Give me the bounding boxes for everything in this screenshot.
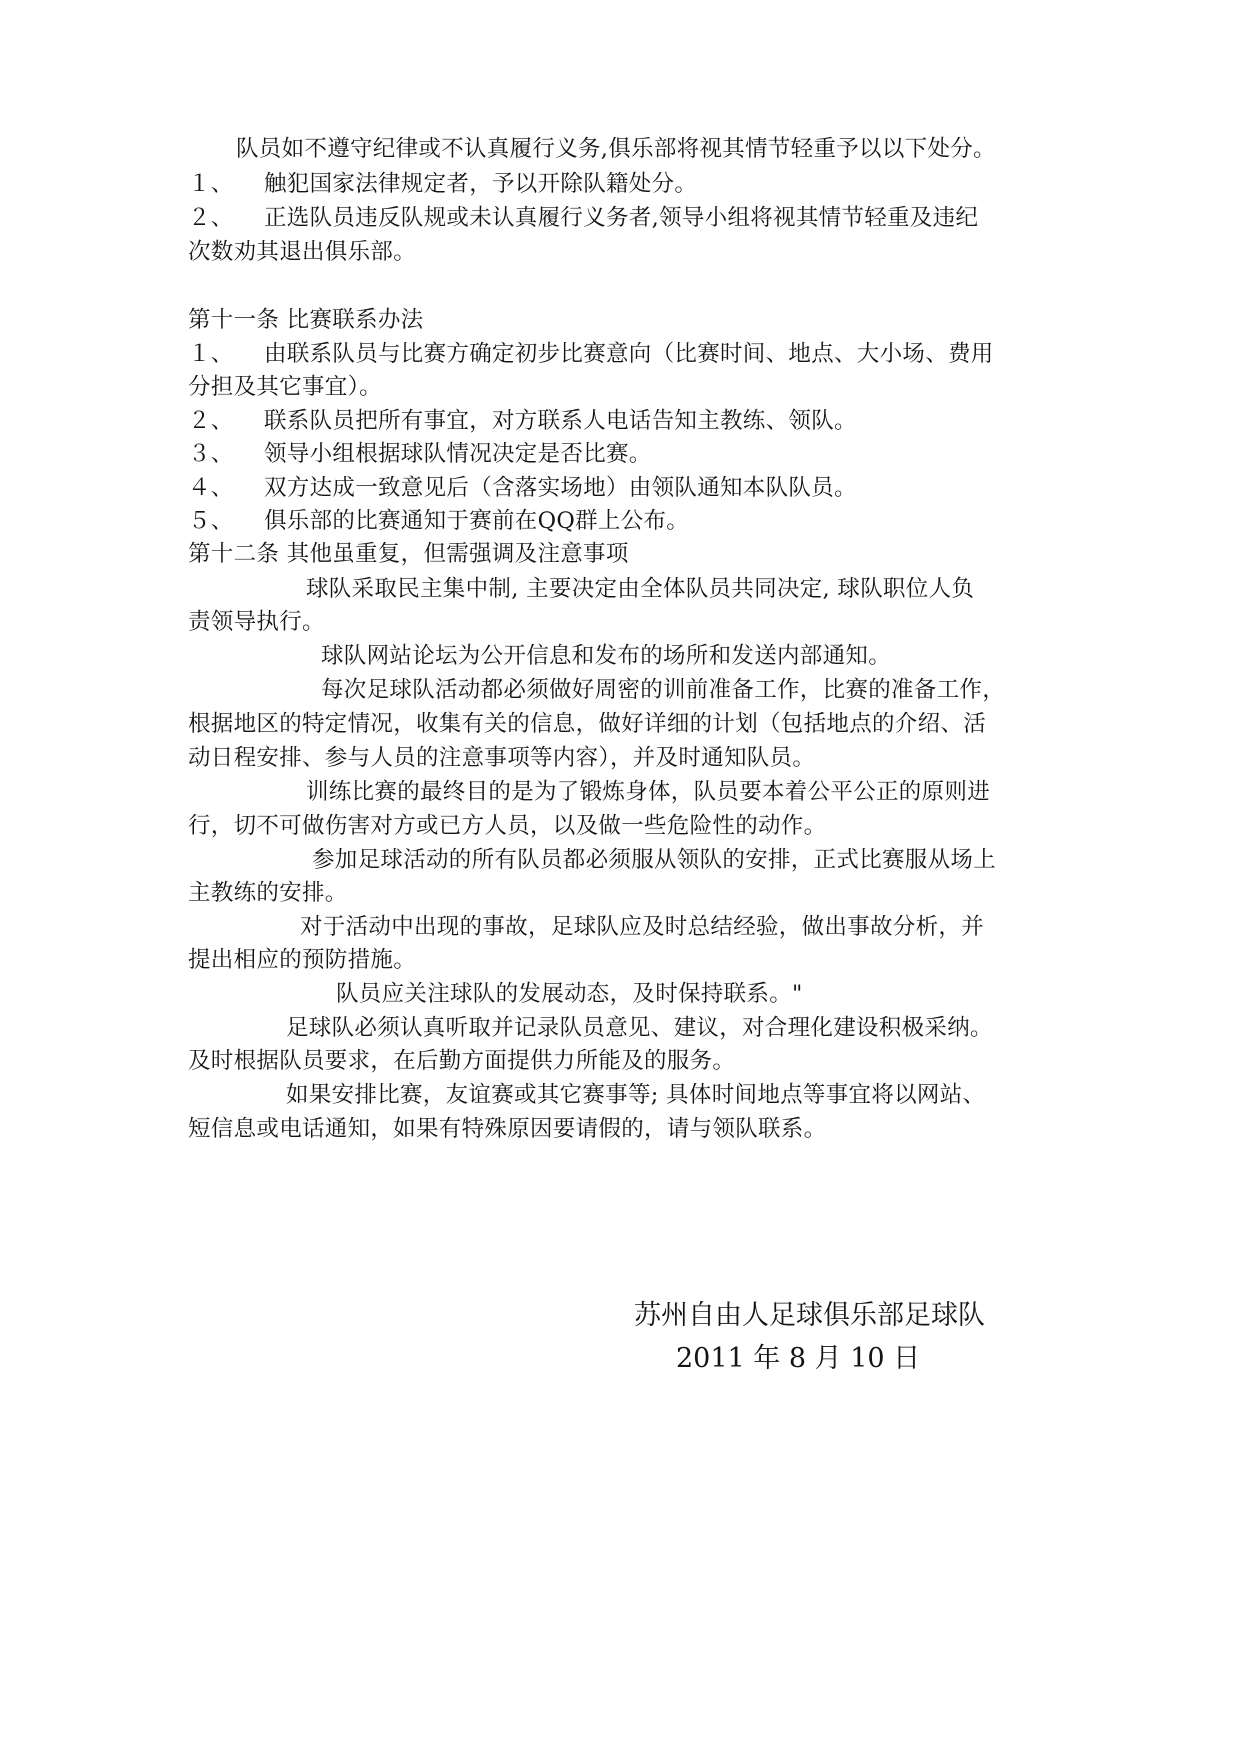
discipline-intro: 队员如不遵守纪律或不认真履行义务,俱乐部将视其情节轻重予以以下处分。: [236, 136, 996, 162]
discipline-item-2: [188, 201, 978, 235]
article-12-line: 球队采取民主集中制, 主要决定由全体队员共同决定, 球队职位人负: [306, 576, 975, 602]
article-12-line: 责领导执行。: [188, 609, 325, 635]
article-12-line: 提出相应的预防措施。: [188, 947, 417, 973]
article-12-line: 每次足球队活动都必须做好周密的训前准备工作，比赛的准备工作，: [321, 677, 1006, 703]
article-12-heading: 第十二条 其他虽重复，但需强调及注意事项: [188, 541, 629, 567]
item-text: 俱乐部的比赛通知于赛前在QQ群上公布。: [264, 508, 690, 534]
article-12-line: 行，切不可做伤害对方或已方人员，以及做一些危险性的动作。: [188, 813, 827, 839]
article-12-line: 参加足球活动的所有队员都必须服从领队的安排，正式比赛服从场上: [312, 847, 997, 873]
article-12-line: 及时根据队员要求，在后勤方面提供力所能及的服务。: [188, 1048, 736, 1074]
article-11-item-1-continued: 分担及其它事宜）。: [188, 374, 382, 400]
item-number: ３、: [188, 441, 234, 467]
article-12-line: 动日程安排、参与人员的注意事项等内容），并及时通知队员。: [188, 745, 816, 771]
article-12-line: 队员应关注球队的发展动态，及时保持联系。": [336, 981, 803, 1007]
item-text: 由联系队员与比赛方确定初步比赛意向（比赛时间、地点、大小场、费用: [264, 341, 994, 367]
item-text: 双方达成一致意见后（含落实场地）由领队通知本队队员。: [264, 475, 857, 501]
article-11-item-4: [188, 471, 857, 505]
article-12-line: 对于活动中出现的事故，足球队应及时总结经验，做出事故分析，并: [300, 914, 985, 940]
item-text: 触犯国家法律规定者，予以开除队籍处分。: [264, 171, 698, 197]
discipline-item-2-continued: 次数劝其退出俱乐部。: [188, 239, 417, 265]
article-12-line: 短信息或电话通知，如果有特殊原因要请假的，请与领队联系。: [188, 1116, 827, 1142]
item-number: ４、: [188, 475, 234, 501]
article-12-line: 主教练的安排。: [188, 880, 348, 906]
item-text: 联系队员把所有事宜，对方联系人电话告知主教练、领队。: [264, 408, 857, 434]
article-12-line: 如果安排比赛，友谊赛或其它赛事等; 具体时间地点等事宜将以网站、: [286, 1082, 986, 1108]
article-11-item-2: [188, 404, 857, 438]
item-number: ２、: [188, 408, 234, 434]
article-12-line: 根据地区的特定情况，收集有关的信息，做好详细的计划（包括地点的介绍、活: [188, 711, 987, 737]
item-text: 正选队员违反队规或未认真履行义务者,领导小组将视其情节轻重及违纪: [264, 205, 979, 231]
item-number: ５、: [188, 508, 234, 534]
article-11-item-3: [188, 437, 652, 471]
item-number: ２、: [188, 205, 234, 231]
article-12-line: 足球队必须认真听取并记录队员意见、建议，对合理化建设积极采纳。: [286, 1015, 993, 1041]
item-number: １、: [188, 171, 234, 197]
discipline-item-1: [188, 167, 697, 201]
article-12-line: 训练比赛的最终目的是为了锻炼身体，队员要本着公平公正的原则进: [306, 779, 991, 805]
signature-date: 2011 年 8 月 10 日: [676, 1343, 921, 1374]
article-12-line: 球队网站论坛为公开信息和发布的场所和发送内部通知。: [321, 643, 892, 669]
article-11-item-5: [188, 504, 689, 538]
signature-organization: 苏州自由人足球俱乐部足球队: [634, 1300, 985, 1331]
article-11-item-1: [188, 337, 994, 371]
item-text: 领导小组根据球队情况决定是否比赛。: [264, 441, 652, 467]
item-number: １、: [188, 341, 234, 367]
article-11-heading: 第十一条 比赛联系办法: [188, 307, 424, 333]
